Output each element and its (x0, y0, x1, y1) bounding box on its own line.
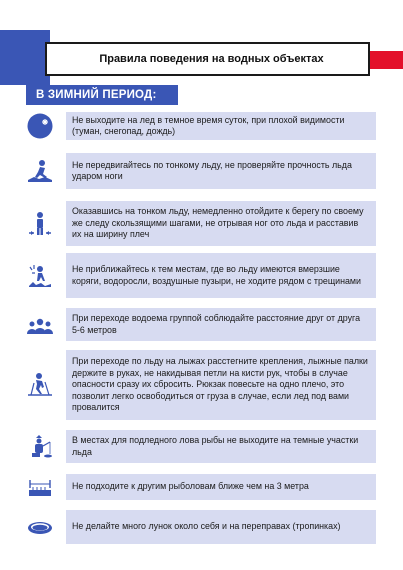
decor-blue-block (0, 30, 50, 85)
rule-text-6: При переходе по льду на лыжах расстегните крепления, лыжные палки держите в руках, не накидывая петли на кисти рук, чтобы в случае опасности сразу их сбросить. Рюкзак повесьте на одно плечо, это позволит легко освободиться от груза в случае, если лед под вами провалится (66, 350, 376, 420)
rule-item-5 (27, 308, 376, 341)
distance-ruler-icon (27, 474, 53, 500)
rule-text-9: Не делайте много лунок около себя и на переправах (тропинках) (66, 510, 376, 544)
skier-icon (27, 372, 53, 398)
rule-item-3 (27, 201, 376, 246)
ice-hole-icon (27, 514, 53, 540)
rule-text-8: Не подходите к другим рыболовам ближе чем на 3 метра (66, 474, 376, 500)
rule-text-1: Не выходите на лед в темное время суток, при плохой видимости (туман, снегопад, дождь) (66, 112, 376, 140)
person-sliding-steps-icon (27, 211, 53, 237)
rule-item-9 (27, 510, 376, 544)
page-title-text: Правила поведения на водных объектах (99, 53, 324, 65)
page-title (45, 42, 370, 76)
rule-item-2 (27, 153, 376, 189)
night-snow-icon (27, 113, 53, 139)
season-heading-text: В ЗИМНИЙ ПЕРИОД: (36, 89, 157, 101)
ice-fisherman-icon (27, 434, 53, 460)
rule-text-3: Оказавшись на тонком льду, немедленно отойдите к берегу по своему же следу скользящими шагами, не отрывая ног ото льда и расставив их на ширину плеч (66, 201, 376, 246)
rule-text-2: Не передвигайтесь по тонкому льду, не проверяйте прочность льда ударом ноги (66, 153, 376, 189)
rule-item-1 (27, 112, 376, 140)
group-people-icon (27, 312, 53, 338)
ice-snags-icon (27, 263, 53, 289)
rule-text-5: При переходе водоема группой соблюдайте расстояние друг от друга 5-6 метров (66, 308, 376, 341)
rule-item-4 (27, 253, 376, 298)
rule-text-7: В местах для подледного лова рыбы не выходите на темные участки льда (66, 430, 376, 463)
rule-item-7 (27, 430, 376, 463)
rule-item-8 (27, 474, 376, 500)
rule-item-6 (27, 350, 376, 420)
season-heading (26, 85, 178, 105)
falling-through-ice-icon (27, 158, 53, 184)
rule-text-4: Не приближайтесь к тем местам, где во льду имеются вмерзшие коряги, водоросли, воздушные пузыри, не ходите рядом с трещинами (66, 253, 376, 298)
